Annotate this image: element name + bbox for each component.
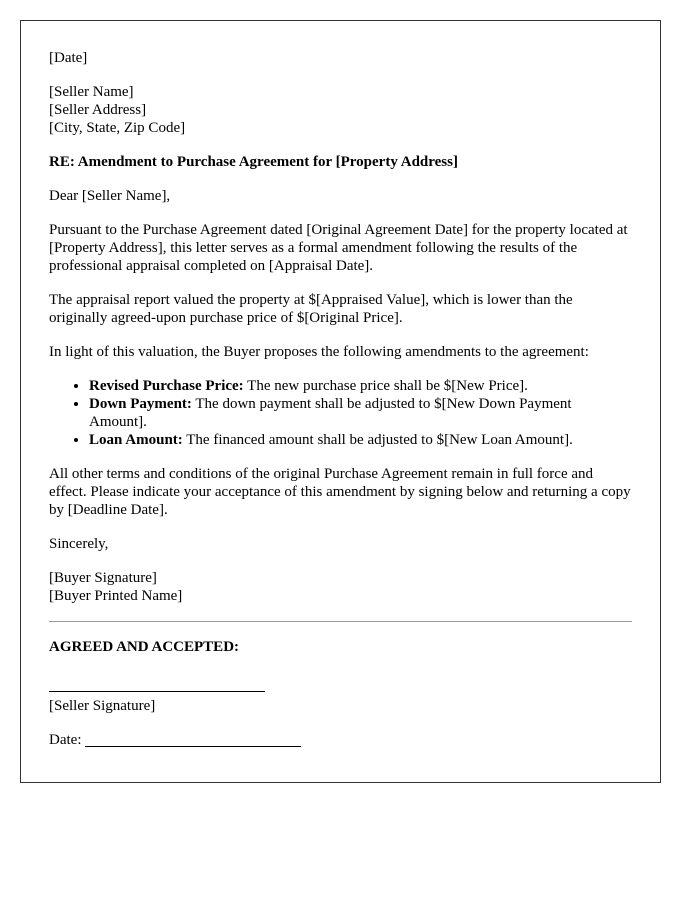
salutation: Dear [Seller Name],: [49, 188, 171, 204]
seller-city: [City, State, Zip Code]: [49, 120, 186, 136]
letter-date: [Date]: [49, 50, 88, 66]
subject-line: RE: Amendment to Purchase Agreement for [Property Address]: [49, 154, 458, 170]
seller-address-block: [49, 83, 632, 137]
acceptance-heading: AGREED AND ACCEPTED:: [49, 639, 240, 655]
seller-signature-line: [49, 674, 265, 692]
closing-paragraph: All other terms and conditions of the original Purchase Agreement remain in full force and effect. Please indicate your acceptance of this amendment by signing below and returning a copy by [Deadline Date].: [49, 466, 631, 518]
seller-address: [Seller Address]: [49, 102, 147, 118]
amendments-list: [49, 377, 632, 449]
seller-name: [Seller Name]: [49, 84, 134, 100]
buyer-printed-name: [Buyer Printed Name]: [49, 588, 183, 604]
date-field: [49, 731, 632, 749]
seller-signature-block: [49, 674, 632, 715]
buyer-signature: [Buyer Signature]: [49, 570, 157, 586]
list-item: [89, 431, 632, 449]
body-paragraph: Pursuant to the Purchase Agreement dated [Original Agreement Date] for the property located at [Property Address], this letter serves as a formal amendment following the results of the professional appraisal completed on [Appraisal Date].: [49, 222, 628, 274]
body-paragraph: In light of this valuation, the Buyer proposes the following amendments to the agreement:: [49, 344, 589, 360]
item-label: Down Payment:: [89, 396, 192, 412]
sign-off: Sincerely,: [49, 536, 109, 552]
divider: [49, 621, 632, 622]
item-text: The new purchase price shall be $[New Price].: [243, 378, 528, 394]
seller-signature-label: [Seller Signature]: [49, 698, 156, 714]
list-item: [89, 377, 632, 395]
item-text: The down payment shall be adjusted to $[New Down Payment Amount].: [89, 396, 572, 430]
letter: [20, 20, 661, 783]
item-label: Loan Amount:: [89, 432, 183, 448]
item-label: Revised Purchase Price:: [89, 378, 244, 394]
list-item: [89, 395, 632, 431]
date-line: [85, 746, 301, 747]
date-label: Date:: [49, 732, 82, 748]
item-text: The financed amount shall be adjusted to $[New Loan Amount].: [182, 432, 573, 448]
buyer-signature-block: [49, 569, 632, 605]
body-paragraph: The appraisal report valued the property at $[Appraised Value], which is lower than the originally agreed-upon purchase price of $[Original Price].: [49, 292, 573, 326]
